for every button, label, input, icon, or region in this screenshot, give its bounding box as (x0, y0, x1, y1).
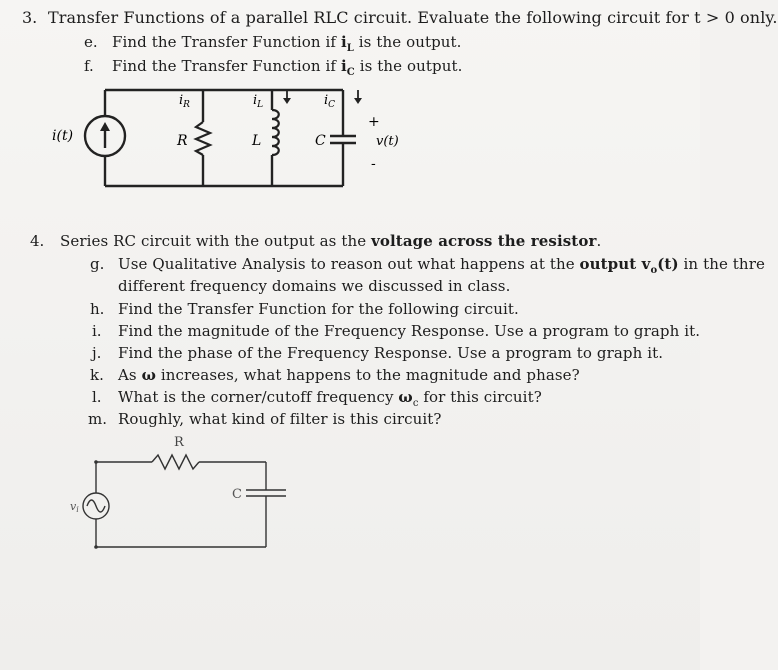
sine-wave-icon (87, 500, 105, 512)
q4-k-text: As ω increases, what happens to the magnitude and phase? (118, 366, 580, 384)
minus-sign: - (371, 156, 376, 172)
vt-label: v(t) (376, 134, 399, 149)
q4-j-letter: j. (92, 344, 102, 362)
q3-e-text: Find the Transfer Function if $i_L$ is the output. (112, 33, 462, 54)
C-label: C (315, 133, 326, 149)
q4-m-letter: m. (88, 410, 107, 428)
q4-h-text: Find the Transfer Function for the following circuit. (118, 300, 519, 318)
iR-label: $i_R$ (179, 93, 190, 110)
q4-h-letter: h. (90, 300, 105, 318)
q4-l-letter: l. (92, 388, 102, 406)
q4-l-text: What is the corner/cutoff frequency $\omega_c$ for this circuit? (118, 388, 542, 409)
source-arrow-icon (100, 122, 110, 131)
q4-title: Series RC circuit with the output as the voltage across the resistor. (60, 232, 602, 250)
L-label: L (252, 133, 262, 149)
iL-label: $i_L$ (253, 93, 264, 110)
R-label: R (177, 133, 188, 149)
vi-label: vi (70, 500, 79, 514)
q4-i-letter: i. (92, 322, 102, 340)
q4-k-letter: k. (90, 366, 104, 384)
q4-i-text: Find the magnitude of the Frequency Response. Use a program to graph it. (118, 322, 701, 340)
resistor-symbol (196, 122, 210, 155)
q4-number: 4. (30, 232, 45, 250)
q3-f-text: Find the Transfer Function if $i_C$ is the output. (112, 57, 463, 78)
resistor-symbol-2 (152, 455, 199, 469)
q3-title: Transfer Functions of a parallel RLC circuit. Evaluate the following circuit for t > 0 only. (48, 8, 778, 27)
R2-label: R (174, 435, 184, 450)
iC-label: $i_C$ (324, 93, 336, 110)
q3-number: 3. (22, 8, 38, 27)
q4-g-letter: g. (90, 255, 105, 273)
inductor-symbol (272, 110, 279, 155)
q4-j-text: Find the phase of the Frequency Response. Use a program to graph it. (118, 344, 664, 362)
series-rc-circuit (70, 430, 310, 560)
q3-f-letter: f. (84, 57, 94, 75)
C2-label: C (232, 487, 242, 502)
q4-m-text: Roughly, what kind of filter is this circuit? (118, 410, 442, 428)
source-label: i(t) (52, 128, 74, 144)
q3-e-letter: e. (84, 33, 98, 51)
parallel-rlc-circuit (40, 82, 410, 202)
q4-g-line1: Use Qualitative Analysis to reason out what happens at the output $v_o(t)$ in the thre (118, 255, 765, 276)
plus-sign: + (368, 114, 380, 130)
q4-g-line2: different frequency domains we discussed in class. (118, 277, 511, 295)
